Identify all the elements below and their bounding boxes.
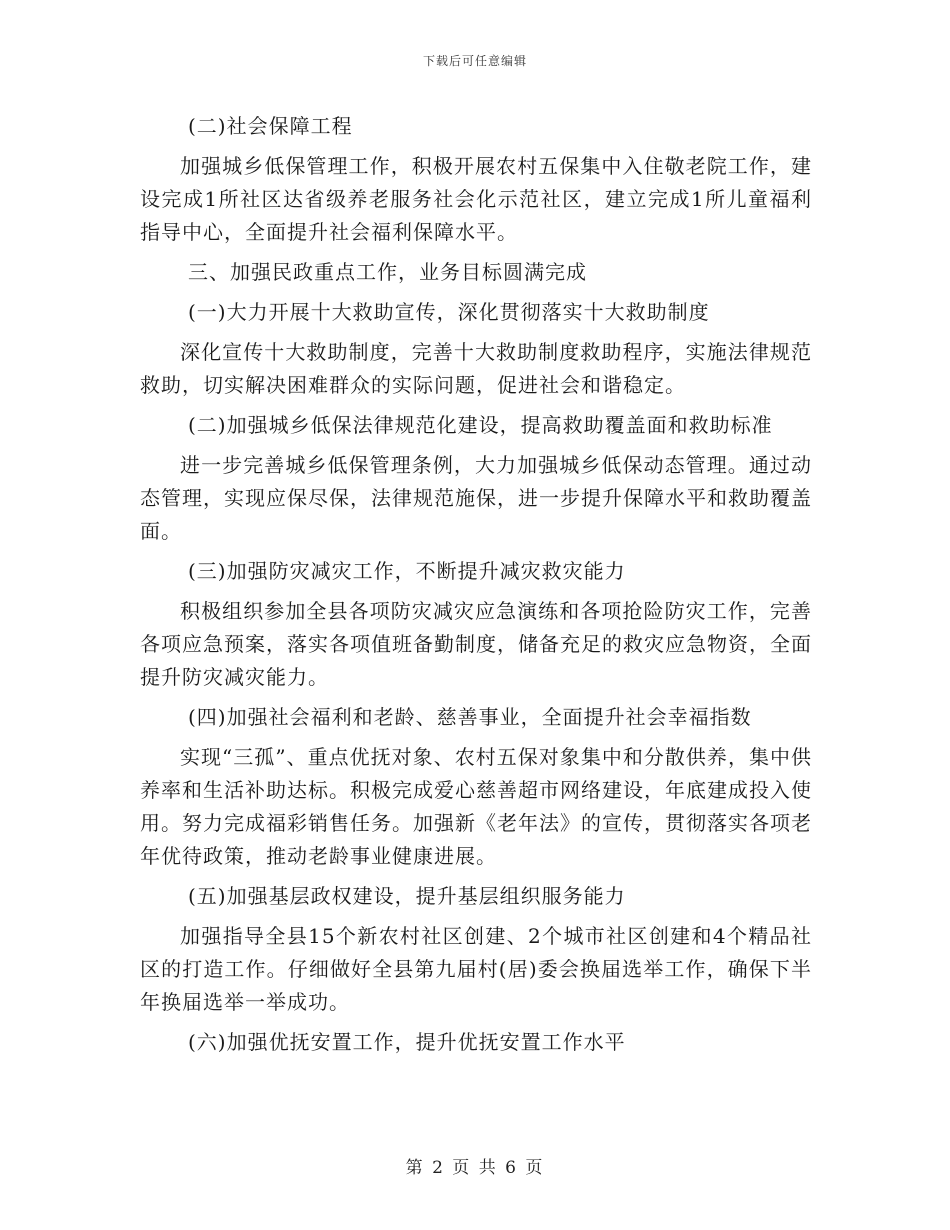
paragraph: 深化宣传十大救助制度，完善十大救助制度救助程序，实施法律规范救助，切实解决困难群众的实际问题，促进社会和谐稳定。 <box>140 340 812 397</box>
paragraph: 实现“三孤”、重点优抚对象、农村五保对象集中和分散供养，集中供养率和生活补助达标。积极完成爱心慈善超市网络建设，年底建成投入使用。努力完成福彩销售任务。加强新《老年法》的宣传，贯彻落实各项老年优待政策，推动老龄事业健康进展。 <box>140 745 812 868</box>
document-body <box>140 110 812 1066</box>
section-heading: (四)加强社会福利和老龄、慈善事业，全面提升社会幸福指数 <box>188 705 752 729</box>
page-footer: 第 2 页 共 6 页 <box>405 1158 545 1178</box>
section-heading: (二)社会保障工程 <box>188 114 353 138</box>
paragraph: 加强城乡低保管理工作，积极开展农村五保集中入住敬老院工作，建设完成1所社区达省级养老服务社会化示范社区，建立完成1所儿童福利指导中心，全面提升社会福利保障水平。 <box>140 154 812 244</box>
paragraph: 进一步完善城乡低保管理条例，大力加强城乡低保动态管理。通过动态管理，实现应保尽保，法律规范施保，进一步提升保障水平和救助覆盖面。 <box>140 453 812 543</box>
paragraph: 加强指导全县15个新农村社区创建、2个城市社区创建和4个精品社区的打造工作。仔细做好全县第九届村(居)委会换届选举工作，确保下半年换届选举一举成功。 <box>140 924 812 1014</box>
section-heading: 三、加强民政重点工作，业务目标圆满完成 <box>188 260 587 284</box>
section-heading: (三)加强防灾减灾工作，不断提升减灾救灾能力 <box>188 559 626 583</box>
section-heading: (五)加强基层政权建设，提升基层组织服务能力 <box>188 884 626 908</box>
section-heading: (二)加强城乡低保法律规范化建设，提高救助覆盖面和救助标准 <box>188 413 773 437</box>
header-note: 下载后可任意编辑 <box>422 54 527 68</box>
section-heading: (一)大力开展十大救助宣传，深化贯彻落实十大救助制度 <box>188 300 710 324</box>
section-heading: (六)加强优抚安置工作，提升优抚安置工作水平 <box>188 1030 626 1054</box>
paragraph: 积极组织参加全县各项防灾减灾应急演练和各项抢险防灾工作，完善各项应急预案，落实各项值班备勤制度，储备充足的救灾应急物资，全面提升防灾减灾能力。 <box>140 599 812 689</box>
